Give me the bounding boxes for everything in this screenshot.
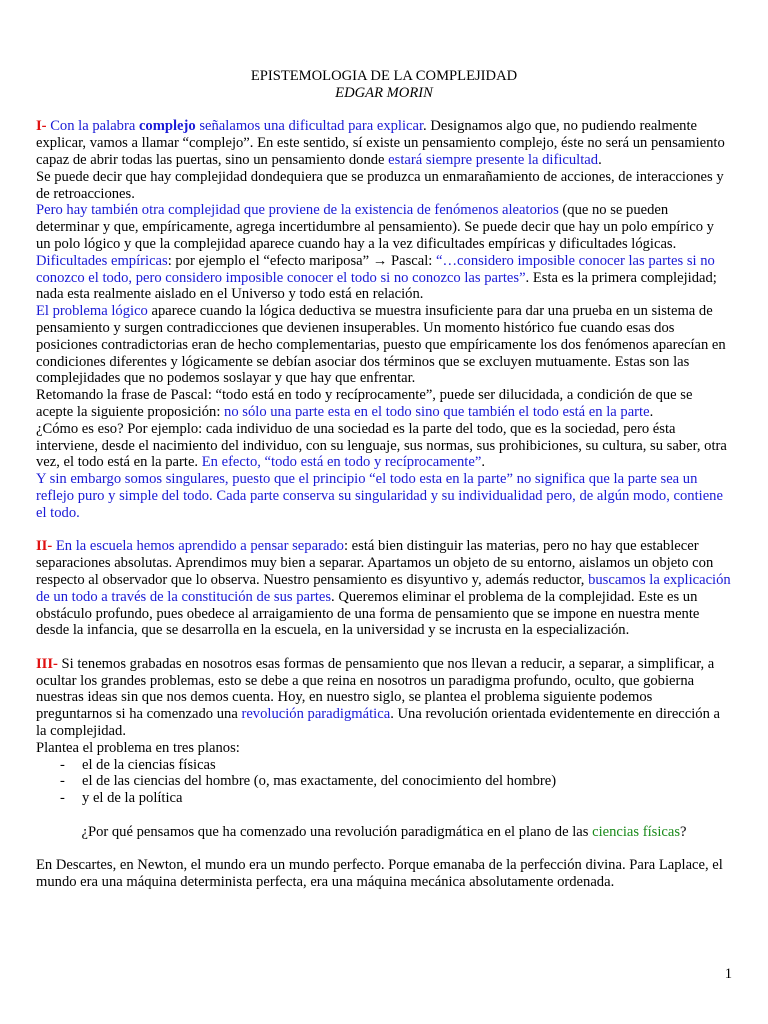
section-3-paragraph: III- Si tenemos grabadas en nosotros esas formas de pensamiento que nos llevan a reducir, a separar, a simplificar, a ocultar los grandes problemas, esto se debe a que reina en nosotros un paradigma profundo, oculto, que gobierna nuestras ideas sin que nos demos cuenta. Hoy, en nuestro siglo, se plantea el problema siguiente podemos preguntarnos si ha comenzado una revolución paradigmática. Una revolución orientada evidentemente en dirección a la complejidad. <box>36 655 721 740</box>
section-1-paragraph-3: Pero hay también otra complejidad que proviene de la existencia de fenómenos aleatorios (que no se pueden determinar y que, empíricamente, agrega incertidumbre al pensamiento). Se puede decir que hay un polo empírico y un polo lógico y que la complejidad aparece cuando hay a la vez dificultades empíricas y dificultades lógicas. <box>36 202 714 252</box>
dash-marker: - <box>60 756 65 773</box>
page-number: 1 <box>724 966 732 982</box>
document-page <box>36 68 732 891</box>
dash-marker: - <box>60 790 65 807</box>
section-1-paragraph-7: ¿Cómo es eso? Por ejemplo: cada individuo de una sociedad es la parte del todo, que es la sociedad, pero ésta interviene, desde el nacimiento del individuo, con su lenguaje, sus normas, sus prohibiciones, su cultura, su saber, otra vez, el todo está en la parte. En efecto, “todo está en todo y recíprocamente”. <box>36 420 727 471</box>
dash-marker: - <box>60 773 65 790</box>
section-1-paragraph-2: Se puede decir que hay complejidad dondequiera que se produzca un enmarañamiento de acciones, de interacciones y de retroacciones. <box>36 168 724 202</box>
section-1-paragraph-6: Retomando la frase de Pascal: “todo está en todo y recíprocamente”, puede ser dilucidada, a condición de que se acepte la siguiente proposición: no sólo una parte esta en el todo sino que también el todo está en la parte. <box>36 387 693 420</box>
list-item: - el de la ciencias físicas <box>60 756 216 773</box>
section-1-paragraph-5: El problema lógico aparece cuando la lógica deductiva se muestra insuficiente para dar una prueba en un sistema de pensamiento y surgen contradicciones que devienen insuperables. Un momento histórico fue cuando esas dos posiciones contradictorias eran de hecho complementarias, puesto que empíricamente los dos fenómenos aparecían en condiciones diferentes y lógicamente se debían asociar dos términos que se excluyen mutuamente. Estas son las complejidades que no podemos soslayar y que hay que enfrentar. <box>36 303 726 387</box>
arrow-icon: → <box>372 252 388 269</box>
document-author: EDGAR MORIN <box>335 84 433 101</box>
section-3-number: III- <box>36 655 58 672</box>
planes-intro: Plantea el problema en tres planos: <box>36 739 240 756</box>
section-1-paragraph-4: Dificultades empíricas: por ejemplo el “efecto mariposa” → Pascal: “…considero imposible conocer las partes si no conozco el todo, pero considero imposible conocer el todo si no conozco las partes”. Esta es la primera complejidad; nada esta realmente aislado en el Universo y todo está en relación. <box>36 252 717 303</box>
section-2-number: II- <box>36 538 53 555</box>
last-paragraph: En Descartes, en Newton, el mundo era un mundo perfecto. Porque emanaba de la perfección divina. Para Laplace, el mundo era una máquina determinista perfecta, era una máquina mecánica absolutamente ordenada. <box>36 857 723 891</box>
section-2-paragraph: II- En la escuela hemos aprendido a pensar separado: está bien distinguir las materias, pero no hay que establecer separaciones absolutas. Aprendimos muy bien a separar. Apartamos un objeto de su entorno, aislamos un objeto con respecto al observador que lo observa. Nuestro pensamiento es disyuntivo y, además reductor, buscamos la explicación de un todo a través de la constitución de sus partes. Queremos eliminar el problema de la complejidad. Este es un obstáculo profundo, pues obedece al arraigamiento de una forma de pensamiento que se impone en nuestra mente desde la infancia, que se desarrolla en la escuela, en la universidad y se incrusta en la especialización. <box>36 538 731 639</box>
planes-list <box>36 757 732 807</box>
section-1-number: I- <box>36 118 47 135</box>
list-item: - y el de la política <box>60 790 183 807</box>
section-1-paragraph-1: I- Con la palabra complejo señalamos una dificultad para explicar. Designamos algo que, no pudiendo realmente explicar, vamos a llamar “complejo”. En este sentido, sí existe un pensamiento complejo, éste no será un pensamiento capaz de abrir todas las puertas, sino un pensamiento donde estará siempre presente la dificultad. <box>36 118 725 168</box>
question-paragraph: ¿Por qué pensamos que ha comenzado una revolución paradigmática en el plano de las ciencias físicas? <box>81 823 687 840</box>
list-item: - el de las ciencias del hombre (o, mas exactamente, del conocimiento del hombre) <box>60 773 557 790</box>
document-title: EPISTEMOLOGIA DE LA COMPLEJIDAD <box>250 68 518 84</box>
section-1-paragraph-8: Y sin embargo somos singulares, puesto que el principio “el todo esta en la parte” no significa que la parte sea un reflejo puro y simple del todo. Cada parte conserva su singularidad y su individualidad pero, de algún modo, contiene el todo. <box>36 471 723 521</box>
